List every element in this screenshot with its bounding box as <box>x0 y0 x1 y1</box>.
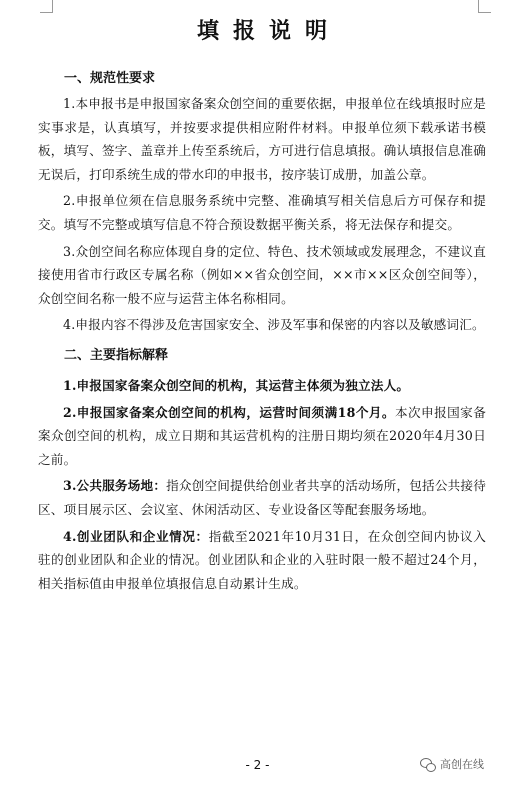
paragraph-2-3 <box>38 474 486 521</box>
page-number: - 2 - <box>245 758 270 772</box>
document-page <box>38 10 486 595</box>
paragraph-2-1 <box>38 374 486 398</box>
section-heading-indicators: 二、主要指标解释 <box>64 347 169 363</box>
paragraph-1-1: 1.本申报书是申报国家备案众创空间的重要依据，申报单位在线填报时应是实事求是，认真填写，并按要求提供相应附件材料。申报单位须下载承诺书模板，填写、签字、盖章并上传至系统后，方可进行信息填报。确认填报信息准确无误后，打印系统生成的带水印的申报书，按序装订成册，加盖公章。 <box>38 96 486 182</box>
paragraph-2-1-lead: 1.申报国家备案众创空间的机构，其运营主体须为独立法人。 <box>63 377 410 393</box>
document-title: 填报说明 <box>196 18 341 44</box>
watermark <box>420 756 484 772</box>
wechat-icon <box>420 758 436 771</box>
paragraph-2-2 <box>38 401 486 472</box>
paragraph-1-2: 2.申报单位须在信息服务系统中完整、准确填写相关信息后方可保存和提交。填写不完整或填写信息不符合预设数据平衡关系，将无法保存和提交。 <box>38 193 486 232</box>
paragraph-2-3-lead: 3.公共服务场地： <box>63 478 167 494</box>
paragraph-1-4: 4.申报内容不得涉及危害国家安全、涉及军事和保密的内容以及敏感词汇。 <box>63 317 485 333</box>
paragraph-2-2-lead: 2.申报国家备案众创空间的机构，运营时间须满18个月。 <box>63 404 395 420</box>
paragraph-2-3-body: 指众创空间提供给创业者共享的活动场所，包括公共接待区、项目展示区、会议室、休闲活动区、专业设备区等配套服务场地。 <box>38 478 487 517</box>
watermark-text: 高创在线 <box>440 758 484 771</box>
paragraph-2-4-body: 指截至2021年10月31日，在众创空间内协议入驻的创业团队和企业的情况。创业团队和企业的入驻时限一般不超过24个月，相关指标值由申报单位填报信息自动累计生成。 <box>38 528 486 591</box>
paragraph-2-4 <box>38 525 486 596</box>
paragraph-1-3: 3.众创空间名称应体现自身的定位、特色、技术领域或发展理念，不建议直接使用省市行政区专属名称（例如××省众创空间，××市××区众创空间等），众创空间名称一般不应与运营主体名称相同。 <box>38 243 486 306</box>
section-heading-normative: 一、规范性要求 <box>64 71 156 86</box>
paragraph-2-2-body: 本次申报国家备案众创空间的机构，成立日期和其运营机构的注册日期均须在2020年4月30日之前。 <box>38 404 487 467</box>
paragraph-2-4-lead: 4.创业团队和企业情况： <box>63 528 209 544</box>
